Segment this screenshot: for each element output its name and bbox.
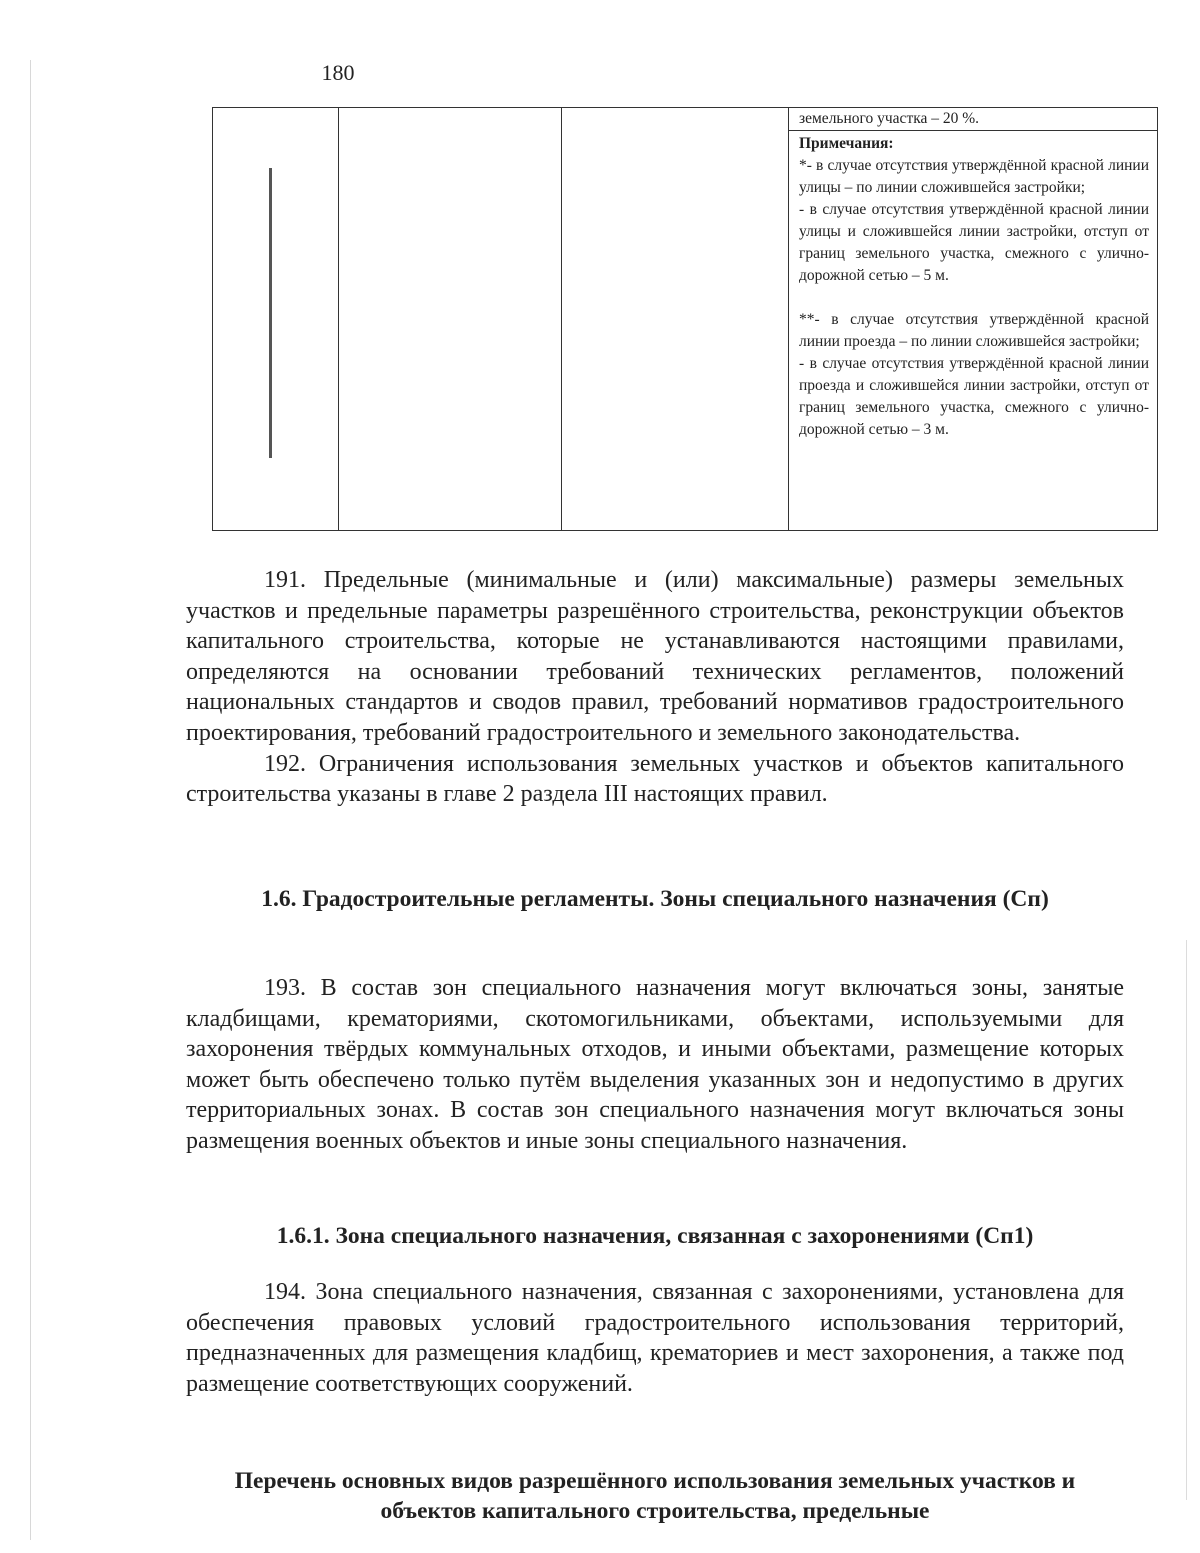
paragraph: 192. Ограничения использования земельных участков и объектов капитального строительства указаны в главе 2 раздела III настоящих правил. [186,750,1124,808]
list-heading: Перечень основных видов разрешённого использования земельных участков и объектов капитального строительства, предельные [234,1468,1076,1524]
table-cell [562,108,789,531]
paragraph: 193. В состав зон специального назначения могут включаться зоны, занятые кладбищами, крематориями, скотомогильниками, объектами, используемыми для захоронения твёрдых коммунальных отходов, и иными объектами, размещение которых может быть обеспечено только путём выделения указанных зон и недопустимо в других территориальных зонах. В состав зон специального назначения могут включаться зоны размещения военных объектов и иные зоны специального назначения. [186,975,1124,1154]
note-item: *- в случае отсутствия утверждённой красной линии улицы – по линии сложившейся застройки; [799,157,1149,196]
paragraph: 194. Зона специального назначения, связанная с захоронениями, установлена для обеспечения правовых условий градостроительного использования территорий, предназначенных для размещения кладбищ, крематориев и мест захоронения, а также под размещение соответствующих сооружений. [186,1279,1124,1397]
scan-margin-line [1186,940,1187,1500]
table-cell-parameters [789,108,1158,531]
paragraph-191-192 [186,565,1124,810]
paragraph-194 [186,1277,1124,1399]
paragraph-193 [186,973,1124,1157]
scan-margin-line [30,60,31,1540]
table-cell [339,108,562,531]
paragraph: 191. Предельные (минимальные и (или) максимальные) размеры земельных участков и предельные параметры разрешённого строительства, реконструкции объектов капитального строительства, которые не устанавливаются настоящими правилами, определяются на основании требований технических регламентов, положений национальных стандартов и сводов правил, требований нормативов градостроительного проектирования, требований градостроительного и земельного законодательства. [186,567,1124,746]
note-item: - в случае отсутствия утверждённой красной линии проезда и сложившейся линии застройки, отступ от границ земельного участка, смежного с улично-дорожной сетью – 3 м. [799,355,1149,438]
page-number: 180 [321,60,355,85]
table-cell-text: земельного участка – 20 %. [789,108,1157,131]
table-notes [789,131,1157,441]
continued-table [212,107,1158,531]
table-cell [213,108,339,531]
subsection-heading: 1.6.1. Зона специального назначения, связанная с захоронениями (Сп1) [276,1223,1034,1249]
scan-artifact [269,168,272,458]
notes-title: Примечания: [799,135,894,152]
section-heading: 1.6. Градостроительные регламенты. Зоны специального назначения (Сп) [261,886,1049,912]
note-item: - в случае отсутствия утверждённой красной линии улицы и сложившейся линии застройки, отступ от границ земельного участка, смежного с улично-дорожной сетью – 5 м. [799,201,1149,284]
note-item: **- в случае отсутствия утверждённой красной линии проезда – по линии сложившейся застройки; [799,311,1149,350]
